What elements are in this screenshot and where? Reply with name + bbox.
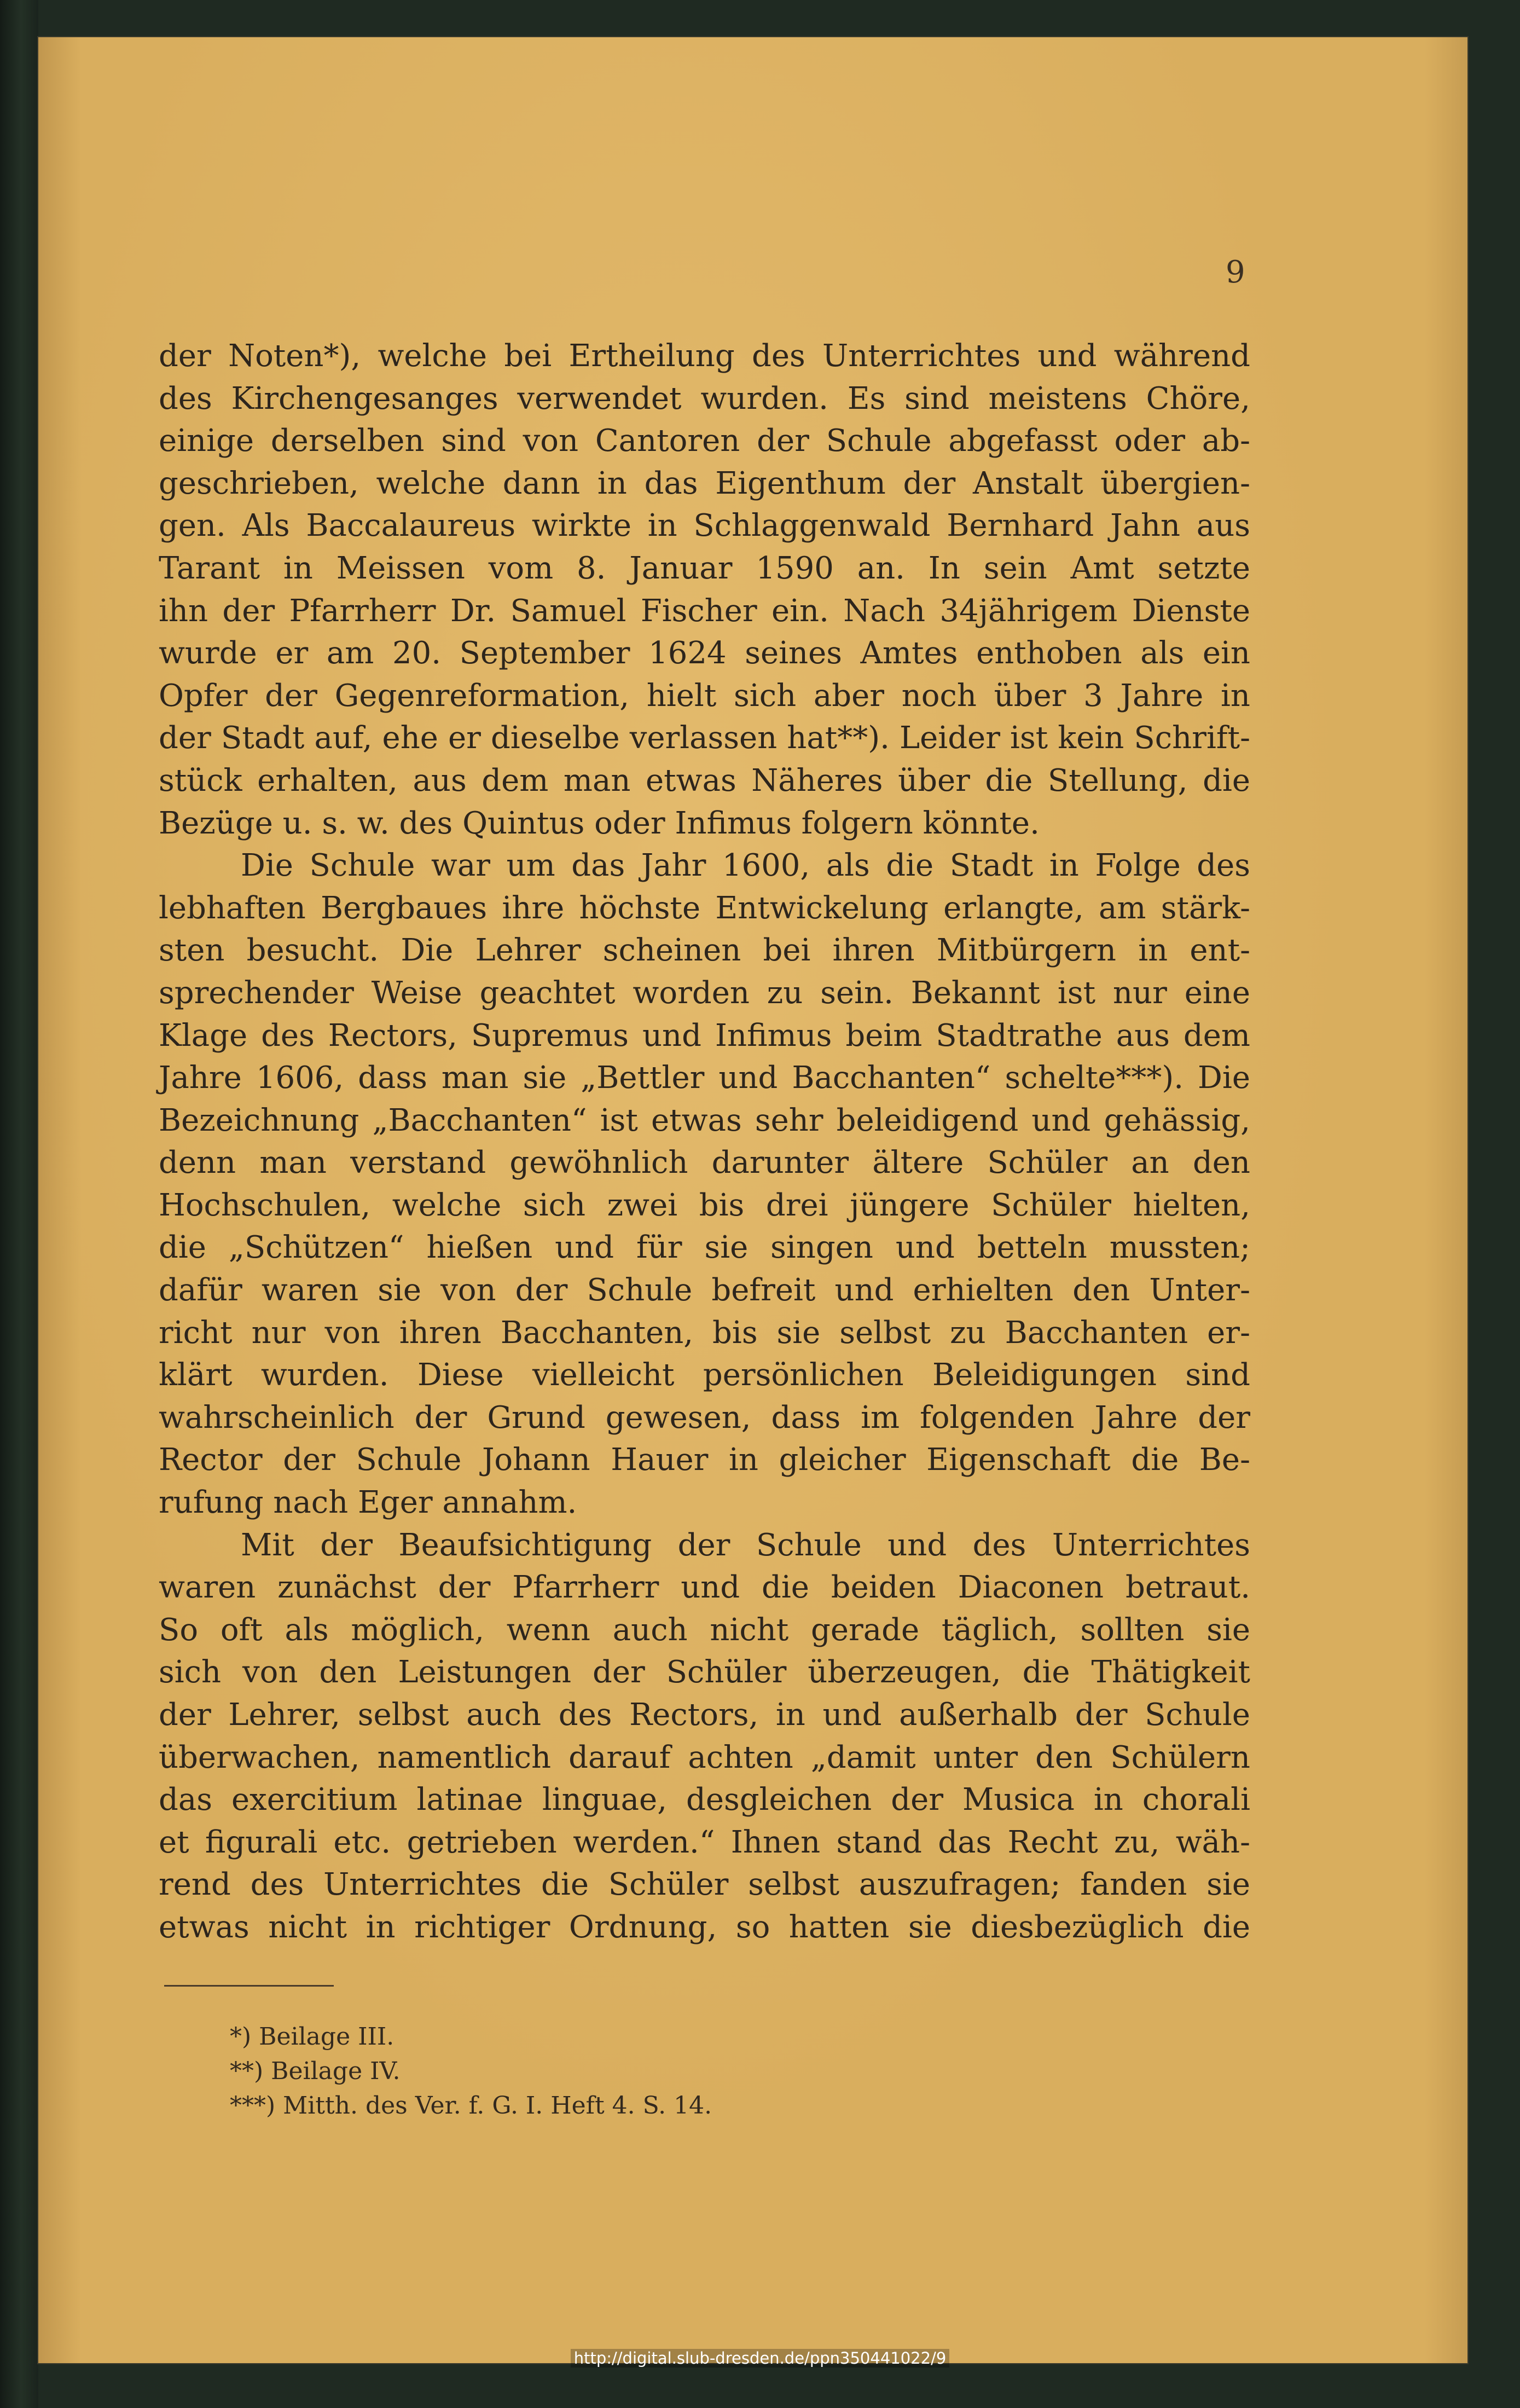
text-line: der Lehrer, selbst auch des Rectors, in und außerhalb der Schule [159, 1697, 1250, 1733]
book-spine-edge [0, 0, 38, 2408]
footnote: ***) Mitth. des Ver. f. G. I. Heft 4. S. 14. [230, 2092, 712, 2120]
text-line: et figurali etc. getrieben werden.“ Ihnen stand das Recht zu, wäh- [159, 1824, 1250, 1860]
text-line: das exercitium latinae linguae, desgleichen der Musica in chorali [159, 1782, 1250, 1818]
text-line: dafür waren sie von der Schule befreit und erhielten den Unter- [159, 1272, 1250, 1309]
text-line: rufung nach Eger annahm. [159, 1485, 577, 1521]
text-line: lebhaften Bergbaues ihre höchste Entwickelung erlangte, am stärk- [159, 890, 1250, 926]
text-line: der Noten*), welche bei Ertheilung des Unterrichtes und während [159, 338, 1250, 374]
text-line: Bezeichnung „Bacchanten“ ist etwas sehr beleidigend und gehässig, [159, 1102, 1250, 1138]
page-number: 9 [1226, 254, 1245, 290]
text-line: einige derselben sind von Cantoren der Schule abgefasst oder ab- [159, 423, 1250, 459]
text-line: So oft als möglich, wenn auch nicht gerade täglich, sollten sie [159, 1612, 1250, 1648]
text-line: rend des Unterrichtes die Schüler selbst auszufragen; fanden sie [159, 1867, 1250, 1903]
text-line: denn man verstand gewöhnlich darunter ältere Schüler an den [159, 1145, 1250, 1181]
text-line: sich von den Leistungen der Schüler überzeugen, die Thätigkeit [159, 1654, 1250, 1691]
text-line: Mit der Beaufsichtigung der Schule und des Unterrichtes [241, 1527, 1250, 1563]
text-line: sprechender Weise geachtet worden zu sein. Bekannt ist nur eine [159, 975, 1250, 1011]
footnote: *) Beilage III. [230, 2023, 394, 2051]
text-line: Bezüge u. s. w. des Quintus oder Infimus folgern könnte. [159, 805, 1040, 841]
text-line: waren zunächst der Pfarrherr und die beiden Diaconen betraut. [159, 1570, 1250, 1606]
text-line: wurde er am 20. September 1624 seines Amtes enthoben als ein [159, 635, 1250, 672]
text-line: ihn der Pfarrherr Dr. Samuel Fischer ein. Nach 34jährigem Dienste [159, 593, 1250, 629]
text-line: die „Schützen“ hießen und für sie singen und betteln mussten; [159, 1230, 1250, 1266]
body-text [159, 335, 1250, 1949]
text-line: des Kirchengesanges verwendet wurden. Es sind meistens Chöre, [159, 380, 1250, 416]
source-url-watermark [0, 2349, 1520, 2368]
text-line: Klage des Rectors, Supremus und Infimus beim Stadtrathe aus dem [159, 1017, 1250, 1054]
footnote-divider [164, 1985, 334, 1987]
text-line: Tarant in Meissen vom 8. Januar 1590 an. In sein Amt setzte [159, 550, 1250, 586]
text-line: sten besucht. Die Lehrer scheinen bei ihren Mitbürgern in ent- [159, 933, 1250, 969]
text-line: wahrscheinlich der Grund gewesen, dass im folgenden Jahre der [159, 1399, 1250, 1435]
text-line: der Stadt auf, ehe er dieselbe verlassen hat**). Leider ist kein Schrift- [159, 720, 1250, 756]
text-line: Opfer der Gegenreformation, hielt sich aber noch über 3 Jahre in [159, 678, 1250, 714]
text-line: Hochschulen, welche sich zwei bis drei jüngere Schüler hielten, [159, 1187, 1250, 1223]
text-line: stück erhalten, aus dem man etwas Näheres über die Stellung, die [159, 762, 1250, 798]
text-line: richt nur von ihren Bacchanten, bis sie selbst zu Bacchanten er- [159, 1315, 1250, 1351]
footnote: **) Beilage IV. [230, 2057, 401, 2085]
text-line: Rector der Schule Johann Hauer in gleicher Eigenschaft die Be- [159, 1442, 1250, 1478]
text-line: gen. Als Baccalaureus wirkte in Schlaggenwald Bernhard Jahn aus [159, 508, 1250, 544]
footnotes [230, 2019, 712, 2123]
text-line: überwachen, namentlich darauf achten „damit unter den Schülern [159, 1739, 1250, 1775]
text-line: klärt wurden. Diese vielleicht persönlichen Beleidigungen sind [159, 1357, 1250, 1393]
text-line: etwas nicht in richtiger Ordnung, so hatten sie diesbezüglich die [159, 1909, 1250, 1945]
source-url-text: http://digital.slub-dresden.de/ppn350441022/9 [571, 2349, 950, 2368]
text-line: Jahre 1606, dass man sie „Bettler und Bacchanten“ schelte***). Die [159, 1060, 1250, 1096]
text-line: Die Schule war um das Jahr 1600, als die Stadt in Folge des [241, 848, 1250, 884]
text-line: geschrieben, welche dann in das Eigenthum der Anstalt übergien- [159, 465, 1250, 501]
